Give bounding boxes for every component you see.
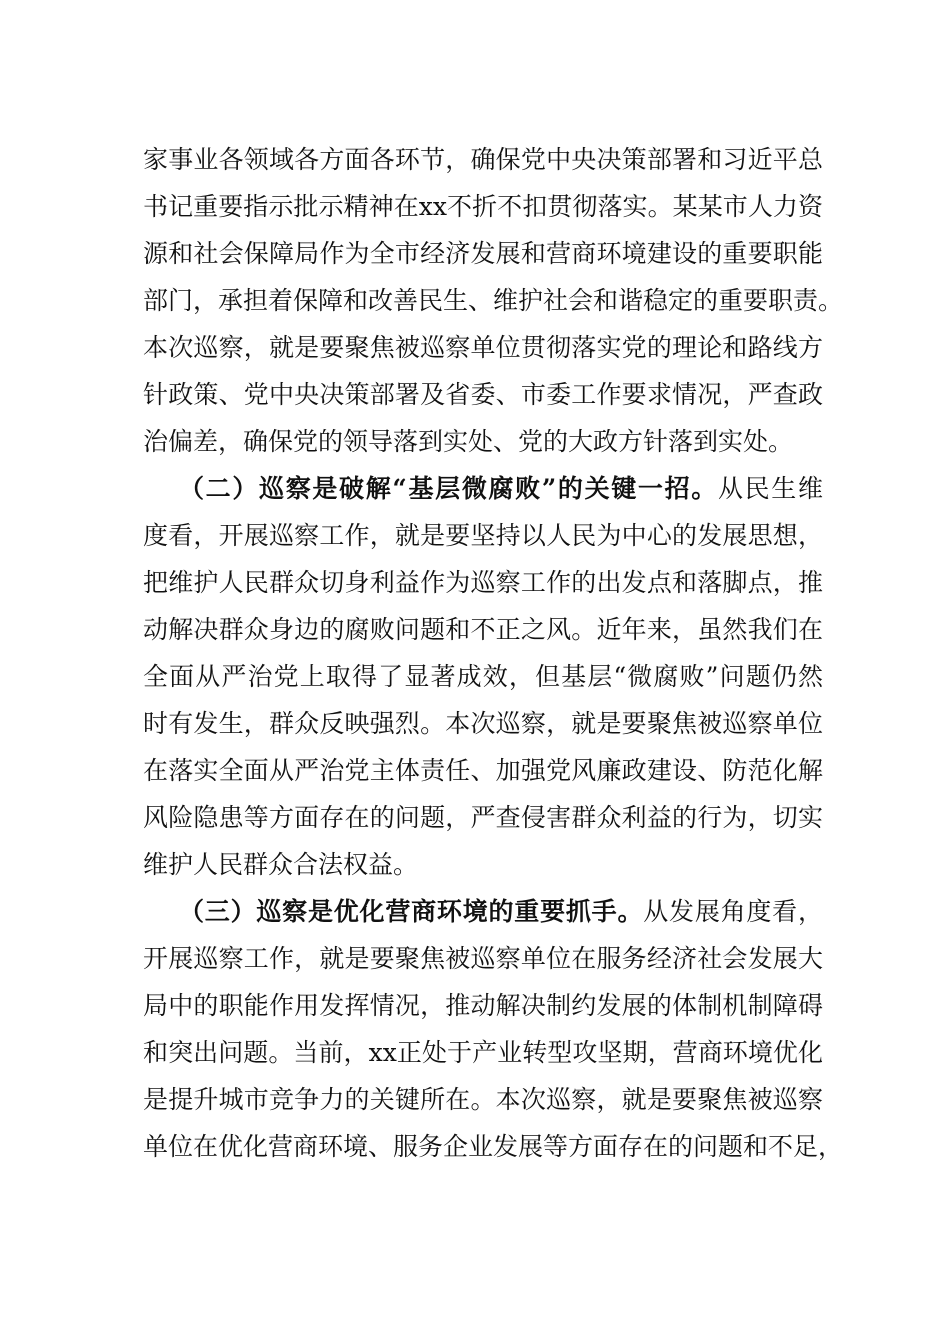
body-line: 风险隐患等方面存在的问题，严查侵害群众利益的行为，切实 — [143, 803, 823, 832]
body-line: 家事业各领域各方面各环节，确保党中央决策部署和习近平总 — [143, 145, 823, 174]
body-line: 度看，开展巡察工作，就是要坚持以人民为中心的发展思想， — [143, 521, 823, 550]
section-heading: （二）巡察是破解“基层微腐败”的关键一招。 — [179, 474, 718, 503]
body-line: 开展巡察工作，就是要聚焦被巡察单位在服务经济社会发展大 — [143, 944, 823, 973]
body-line: 全面从严治党上取得了显著成效，但基层“微腐败”问题仍然 — [143, 662, 823, 691]
body-line: 部门，承担着保障和改善民生、维护社会和谐稳定的重要职责。 — [143, 286, 844, 315]
body-line: 书记重要指示批示精神在xx不折不扣贯彻落实。某某市人力资 — [143, 192, 823, 221]
body-line: 维护人民群众合法权益。 — [143, 850, 419, 879]
body-line: 时有发生，群众反映强烈。本次巡察，就是要聚焦被巡察单位 — [143, 709, 823, 738]
body-line: 本次巡察，就是要聚焦被巡察单位贯彻落实党的理论和路线方 — [143, 333, 823, 362]
body-line: 把维护人民群众切身利益作为巡察工作的出发点和落脚点，推 — [143, 568, 823, 597]
section-heading: （三）巡察是优化营商环境的重要抓手。 — [179, 897, 644, 926]
body-line: 针政策、党中央决策部署及省委、市委工作要求情况，严查政 — [143, 380, 823, 409]
body-line: 局中的职能作用发挥情况，推动解决制约发展的体制机制障碍 — [143, 991, 823, 1020]
body-line: 源和社会保障局作为全市经济发展和营商环境建设的重要职能 — [143, 239, 823, 268]
body-text: 从发展角度看， — [643, 897, 823, 926]
body-line: 动解决群众身边的腐败问题和不正之风。近年来，虽然我们在 — [143, 615, 823, 644]
paragraph-first-line — [179, 892, 823, 932]
body-line: 是提升城市竞争力的关键所在。本次巡察，就是要聚焦被巡察 — [143, 1085, 823, 1114]
paragraph-first-line — [179, 469, 823, 509]
body-line: 单位在优化营商环境、服务企业发展等方面存在的问题和不足， — [143, 1132, 844, 1161]
body-line: 在落实全面从严治党主体责任、加强党风廉政建设、防范化解 — [143, 756, 823, 785]
body-line: 和突出问题。当前，xx正处于产业转型攻坚期，营商环境优化 — [143, 1038, 823, 1067]
body-line: 治偏差，确保党的领导落到实处、党的大政方针落到实处。 — [143, 427, 794, 456]
body-text: 从民生维 — [717, 474, 823, 503]
